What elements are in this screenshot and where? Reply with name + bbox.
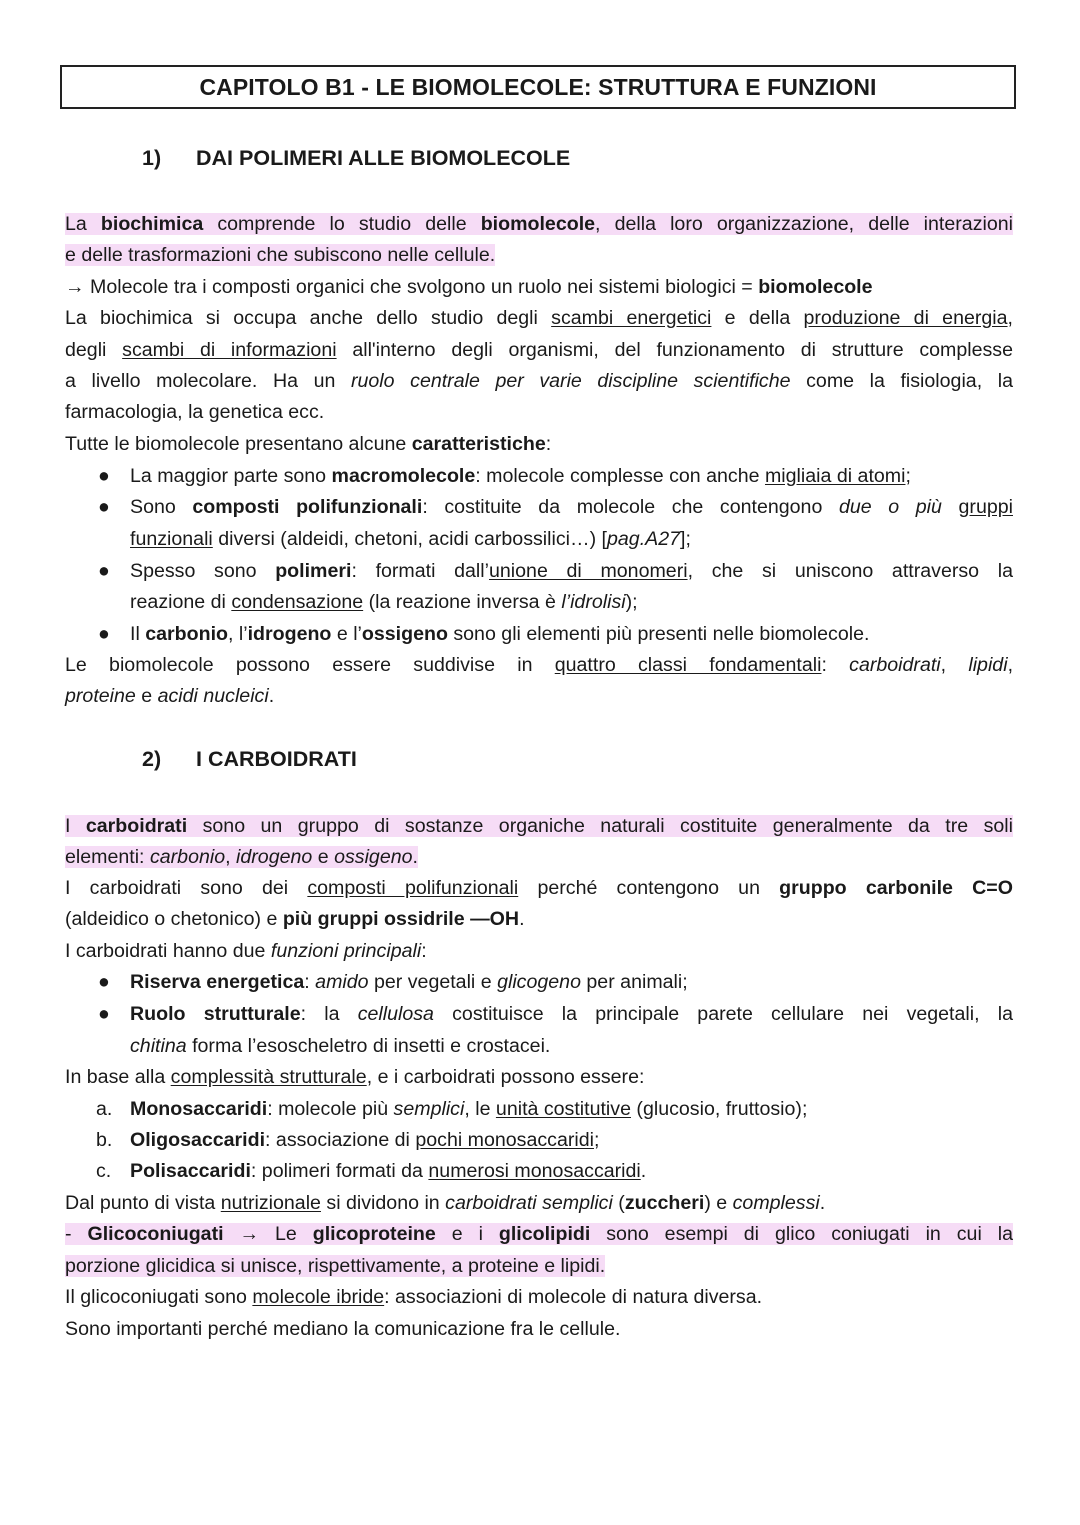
s1-line-4: La biochimica si occupa anche dello studio degli scambi energetici e della produzione di energia,	[65, 307, 1013, 329]
bullet-icon: ●	[98, 971, 110, 993]
list-marker: c.	[96, 1160, 112, 1182]
s1-bullet-2a: Sono composti polifunzionali: costituite da molecole che contengono due o più gruppi	[130, 496, 1013, 518]
s2-line-9: porzione glicidica si unisce, rispettivamente, a proteine e lipidi.	[65, 1255, 606, 1277]
s2-item-a: Monosaccaridi: molecole più semplici, le unità costitutive (glucosio, fruttosio);	[130, 1098, 808, 1120]
bullet-icon: ●	[98, 496, 110, 518]
bullet-icon: ●	[98, 560, 110, 582]
bullet-icon: ●	[98, 1003, 110, 1025]
s1-line-8: Tutte le biomolecole presentano alcune caratteristiche:	[65, 433, 552, 455]
s2-line-4: (aldeidico o chetonico) e più gruppi ossidrile —OH.	[65, 908, 525, 930]
s1-line-6: a livello molecolare. Ha un ruolo centrale per varie discipline scientifiche come la fisiologia, la	[65, 370, 1013, 392]
s2-line-3: I carboidrati sono dei composti polifunzionali perché contengono un gruppo carbonile C=O	[65, 877, 1013, 899]
s2-bullet-2b: chitina forma l’esoscheletro di insetti e crostacei.	[130, 1035, 551, 1057]
chapter-title: CAPITOLO B1 - LE BIOMOLECOLE: STRUTTURA E FUNZIONI	[60, 65, 1016, 109]
s2-bullet-1: Riserva energetica: amido per vegetali e glicogeno per animali;	[130, 971, 688, 993]
s1-line-7: farmacologia, la genetica ecc.	[65, 401, 325, 423]
list-marker: a.	[96, 1098, 113, 1120]
bullet-icon: ●	[98, 465, 110, 487]
s1-line-2: e delle trasformazioni che subiscono nelle cellule.	[65, 244, 496, 266]
s1-bullet-1: La maggior parte sono macromolecole: molecole complesse con anche migliaia di atomi;	[130, 465, 911, 487]
s2-line-11: Sono importanti perché mediano la comunicazione fra le cellule.	[65, 1318, 621, 1340]
s1-bullet-2b: funzionali diversi (aldeidi, chetoni, acidi carbossilici…) [pag.A27];	[130, 528, 691, 550]
list-marker: b.	[96, 1129, 113, 1151]
s1-bullet-3a: Spesso sono polimeri: formati dall’unione di monomeri, che si uniscono attraverso la	[130, 560, 1013, 582]
s1-bullet-3b: reazione di condensazione (la reazione inversa è l’idrolisi);	[130, 591, 638, 613]
s1-line-3: → Molecole tra i composti organici che svolgono un ruolo nei sistemi biologici = biomolecole	[65, 276, 873, 298]
section-2-heading: 2) I CARBOIDRATI	[142, 747, 357, 771]
s1-line-5: degli scambi di informazioni all'interno degli organismi, del funzionamento di strutture complesse	[65, 339, 1013, 361]
section-1-heading: 1) DAI POLIMERI ALLE BIOMOLECOLE	[142, 146, 571, 170]
s1-line-9: Le biomolecole possono essere suddivise in quattro classi fondamentali: carboidrati, lipidi,	[65, 654, 1014, 676]
s1-line-1: La biochimica comprende lo studio delle biomolecole, della loro organizzazione, delle interazioni	[65, 213, 1013, 235]
s2-line-1: I carboidrati sono un gruppo di sostanze organiche naturali costituite generalmente da tre soli	[65, 815, 1013, 837]
s2-line-5: I carboidrati hanno due funzioni principali:	[65, 940, 427, 962]
s2-item-b: Oligosaccaridi: associazione di pochi monosaccaridi;	[130, 1129, 600, 1151]
s2-line-8: - Glicoconiugati → Le glicoproteine e i glicolipidi sono esempi di glico coniugati in cui la	[65, 1223, 1013, 1245]
bullet-icon: ●	[98, 623, 110, 645]
s1-line-10: proteine e acidi nucleici.	[65, 685, 275, 707]
s2-line-6: In base alla complessità strutturale, e i carboidrati possono essere:	[65, 1066, 645, 1088]
s2-line-2: elementi: carbonio, idrogeno e ossigeno.	[65, 846, 418, 868]
s2-item-c: Polisaccaridi: polimeri formati da numerosi monosaccaridi.	[130, 1160, 647, 1182]
s2-line-7: Dal punto di vista nutrizionale si dividono in carboidrati semplici (zuccheri) e complessi.	[65, 1192, 826, 1214]
s1-bullet-4: Il carbonio, l’idrogeno e l’ossigeno sono gli elementi più presenti nelle biomolecole.	[130, 623, 870, 645]
s2-bullet-2a: Ruolo strutturale: la cellulosa costituisce la principale parete cellulare nei vegetali, la	[130, 1003, 1013, 1025]
s2-line-10: Il glicoconiugati sono molecole ibride: associazioni di molecole di natura diversa.	[65, 1286, 763, 1308]
